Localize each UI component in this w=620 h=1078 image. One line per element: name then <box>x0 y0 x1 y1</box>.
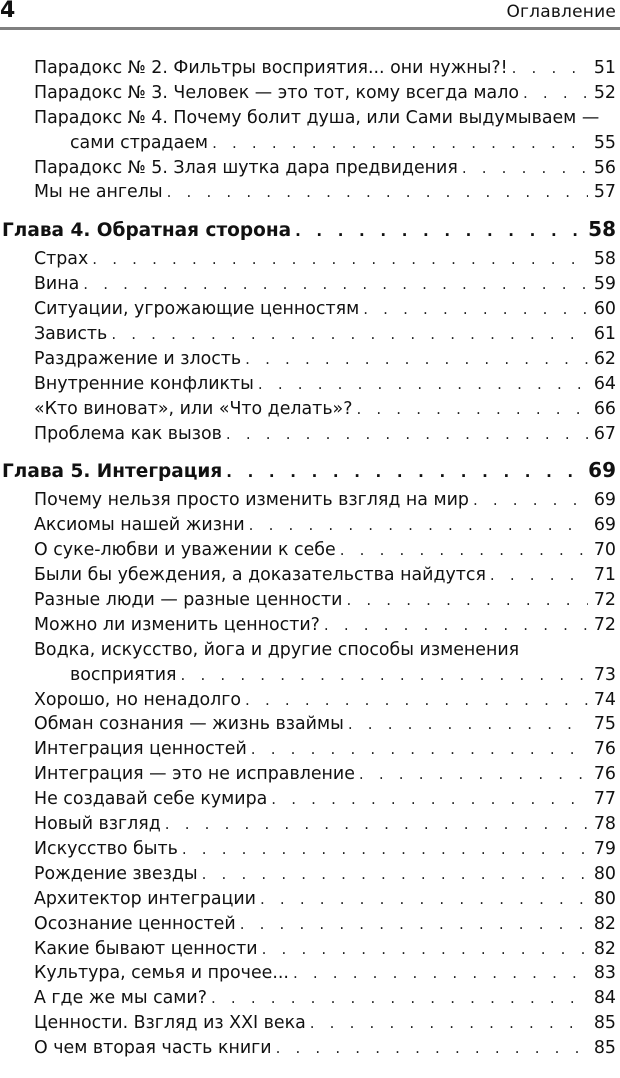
toc-entry[interactable] <box>0 180 620 205</box>
toc-entry[interactable] <box>0 986 620 1011</box>
toc-entry-line2[interactable] <box>0 131 620 156</box>
toc-entry-title: Можно ли изменить ценности? <box>34 613 324 638</box>
toc-entry[interactable] <box>0 488 620 513</box>
toc-entry-title: Ценности. Взгляд из XXI века <box>34 1011 310 1036</box>
toc-entry[interactable] <box>0 322 620 347</box>
dot-leader <box>83 272 588 297</box>
toc-entry-title: Парадокс № 5. Злая шутка дара предвидения <box>34 156 462 181</box>
toc-entry-title: Обман сознания — жизнь взаймы <box>34 712 348 737</box>
toc-entry-page: 80 <box>593 863 616 884</box>
dot-leader <box>293 961 588 986</box>
toc-entry-line1[interactable] <box>0 638 620 663</box>
dot-leader <box>245 688 588 713</box>
toc-entry-page: 75 <box>593 714 616 735</box>
toc-entry-title: Зависть <box>34 322 111 347</box>
toc-entry-title: Ситуации, угрожающие ценностям <box>34 297 363 322</box>
table-of-contents <box>0 56 620 1061</box>
toc-entry-title: Проблема как вызов <box>34 422 226 447</box>
dot-leader <box>260 887 588 912</box>
toc-entry[interactable] <box>0 937 620 962</box>
toc-entry[interactable] <box>0 297 620 322</box>
toc-entry-title-cont: восприятия <box>70 663 181 688</box>
toc-entry-title: О суке-любви и уважении к себе <box>34 538 340 563</box>
toc-entry[interactable] <box>0 912 620 937</box>
dot-leader <box>226 459 582 485</box>
dot-leader <box>202 862 588 887</box>
toc-entry-page: 74 <box>593 689 616 710</box>
chapter-4-heading[interactable] <box>0 216 620 242</box>
toc-entry-title: Рождение звезды <box>34 862 202 887</box>
dot-leader <box>310 1011 588 1036</box>
toc-entry-page: 69 <box>593 490 616 511</box>
toc-entry-page: 66 <box>593 398 616 419</box>
dot-leader <box>181 663 588 688</box>
toc-entry-page: 52 <box>593 82 616 103</box>
dot-leader <box>271 787 588 812</box>
toc-entry-title: Были бы убеждения, а доказательства найдутся <box>34 563 490 588</box>
toc-entry[interactable] <box>0 961 620 986</box>
dot-leader <box>245 347 588 372</box>
toc-entry[interactable] <box>0 1036 620 1061</box>
chapter-title: Глава 5. Интеграция <box>2 459 226 485</box>
toc-entry-page: 72 <box>593 590 616 611</box>
dot-leader <box>295 218 582 244</box>
toc-entry-title: Интеграция — это не исправление <box>34 762 359 787</box>
toc-entry[interactable] <box>0 837 620 862</box>
toc-entry-title: Какие бывают ценности <box>34 937 262 962</box>
toc-entry-title: Почему нельзя просто изменить взгляд на мир <box>34 488 473 513</box>
toc-entry-title: Вина <box>34 272 83 297</box>
toc-entry[interactable] <box>0 397 620 422</box>
toc-entry-title: Парадокс № 2. Фильтры восприятия... они нужны?! <box>34 56 512 81</box>
toc-entry-page: 51 <box>593 58 616 78</box>
page-header <box>0 0 620 34</box>
dot-leader <box>348 712 588 737</box>
toc-entry-page: 80 <box>593 888 616 909</box>
toc-entry-title: Не создавай себе кумира <box>34 787 271 812</box>
toc-entry-title: Искусство быть <box>34 837 182 862</box>
toc-entry-page: 85 <box>593 1013 616 1034</box>
toc-entry-page: 62 <box>593 348 616 369</box>
running-title: Оглавление <box>506 2 616 22</box>
toc-entry[interactable] <box>0 588 620 613</box>
toc-entry-title: А где же мы сами? <box>34 986 211 1011</box>
dot-leader <box>324 613 588 638</box>
toc-entry-page: 85 <box>593 1038 616 1059</box>
toc-entry-page: 56 <box>593 157 616 178</box>
toc-entry-title: Внутренние конфликты <box>34 372 258 397</box>
toc-entry-page: 76 <box>593 739 616 760</box>
toc-entry[interactable] <box>0 762 620 787</box>
dot-leader <box>363 297 588 322</box>
toc-entry-page: 73 <box>593 664 616 685</box>
toc-entry[interactable] <box>0 737 620 762</box>
toc-entry-page: 82 <box>593 938 616 959</box>
toc-entry-title: Интеграция ценностей <box>34 737 251 762</box>
dot-leader <box>340 538 588 563</box>
dot-leader <box>182 837 588 862</box>
dot-leader <box>165 812 588 837</box>
dot-leader <box>240 912 588 937</box>
toc-entry-page: 70 <box>593 540 616 561</box>
dot-leader <box>359 762 588 787</box>
toc-entry-title: Водка, искусство, йога и другие способы изменения <box>34 638 523 663</box>
dot-leader <box>512 56 588 81</box>
toc-entry[interactable] <box>0 156 620 181</box>
dot-leader <box>523 81 588 106</box>
toc-entry[interactable] <box>0 513 620 538</box>
toc-entry-title: Архитектор интеграции <box>34 887 260 912</box>
chapter-5-heading[interactable] <box>0 457 620 483</box>
dot-leader <box>346 588 587 613</box>
toc-entry[interactable] <box>0 272 620 297</box>
dot-leader <box>251 737 588 762</box>
toc-entry[interactable] <box>0 712 620 737</box>
toc-entry-page: 60 <box>593 299 616 320</box>
toc-entry-title: Разные люди — разные ценности <box>34 588 346 613</box>
toc-entry[interactable] <box>0 372 620 397</box>
toc-entry-title: Страх <box>34 247 92 272</box>
toc-entry-page: 78 <box>593 814 616 835</box>
toc-entry[interactable] <box>0 1011 620 1036</box>
toc-entry-title: Раздражение и злость <box>34 347 245 372</box>
dot-leader <box>473 488 588 513</box>
toc-entry-page: 61 <box>593 324 616 345</box>
dot-leader <box>111 322 588 347</box>
toc-entry-page: 72 <box>593 614 616 635</box>
dot-leader <box>211 986 588 1011</box>
toc-entry-line1[interactable] <box>0 106 620 131</box>
toc-entry-page: 59 <box>593 274 616 295</box>
toc-entry[interactable] <box>0 538 620 563</box>
dot-leader <box>92 247 588 272</box>
toc-entry[interactable] <box>0 56 620 81</box>
toc-entry-page: 67 <box>593 423 616 444</box>
toc-entry[interactable] <box>0 787 620 812</box>
toc-entry-page: 55 <box>593 132 616 153</box>
toc-entry-title: Парадокс № 4. Почему болит душа, или Сами выдумываем — <box>34 106 603 131</box>
toc-entry-page: 69 <box>593 515 616 536</box>
toc-entry-title: Парадокс № 3. Человек — это тот, кому всегда мало <box>34 81 523 106</box>
dot-leader <box>490 563 588 588</box>
toc-entry-page: 77 <box>593 789 616 810</box>
toc-entry-page: 79 <box>593 838 616 859</box>
toc-entry[interactable] <box>0 422 620 447</box>
toc-entry-title: О чем вторая часть книги <box>34 1036 276 1061</box>
dot-leader <box>462 156 588 181</box>
toc-entry[interactable] <box>0 347 620 372</box>
toc-entry-title-cont: сами страдаем <box>70 131 212 156</box>
toc-entry[interactable] <box>0 247 620 272</box>
dot-leader <box>262 937 588 962</box>
toc-entry-title: «Кто виноват», или «Что делать»? <box>34 397 356 422</box>
toc-entry-title: Новый взгляд <box>34 812 165 837</box>
toc-entry[interactable] <box>0 81 620 106</box>
toc-entry-page: 57 <box>593 182 616 203</box>
toc-entry-page: 82 <box>593 913 616 934</box>
chapter-page: 69 <box>588 458 616 483</box>
toc-entry[interactable] <box>0 887 620 912</box>
toc-entry[interactable] <box>0 688 620 713</box>
toc-entry-title: Мы не ангелы <box>34 180 167 205</box>
chapter-page: 58 <box>588 217 616 242</box>
header-rule <box>0 27 620 30</box>
dot-leader <box>356 397 587 422</box>
toc-entry-line2[interactable] <box>0 663 620 688</box>
toc-entry-title: Хорошо, но ненадолго <box>34 688 245 713</box>
toc-entry-title: Аксиомы нашей жизни <box>34 513 249 538</box>
toc-entry-page: 83 <box>593 963 616 984</box>
toc-entry-title: Культура, семья и прочее... <box>34 961 293 986</box>
dot-leader <box>212 131 588 156</box>
toc-entry-page: 76 <box>593 764 616 785</box>
dot-leader <box>276 1036 588 1061</box>
toc-entry[interactable] <box>0 812 620 837</box>
dot-leader <box>167 180 588 205</box>
toc-entry[interactable] <box>0 862 620 887</box>
toc-entry-title: Осознание ценностей <box>34 912 240 937</box>
toc-entry-page: 58 <box>593 249 616 270</box>
page-number: 4 <box>0 0 16 23</box>
dot-leader <box>258 372 588 397</box>
toc-entry-page: 64 <box>593 373 616 394</box>
toc-entry[interactable] <box>0 613 620 638</box>
toc-entry[interactable] <box>0 563 620 588</box>
toc-entry-page: 71 <box>593 565 616 586</box>
dot-leader <box>249 513 588 538</box>
toc-entry-page: 84 <box>593 988 616 1009</box>
chapter-title: Глава 4. Обратная сторона <box>2 218 295 244</box>
dot-leader <box>226 422 588 447</box>
